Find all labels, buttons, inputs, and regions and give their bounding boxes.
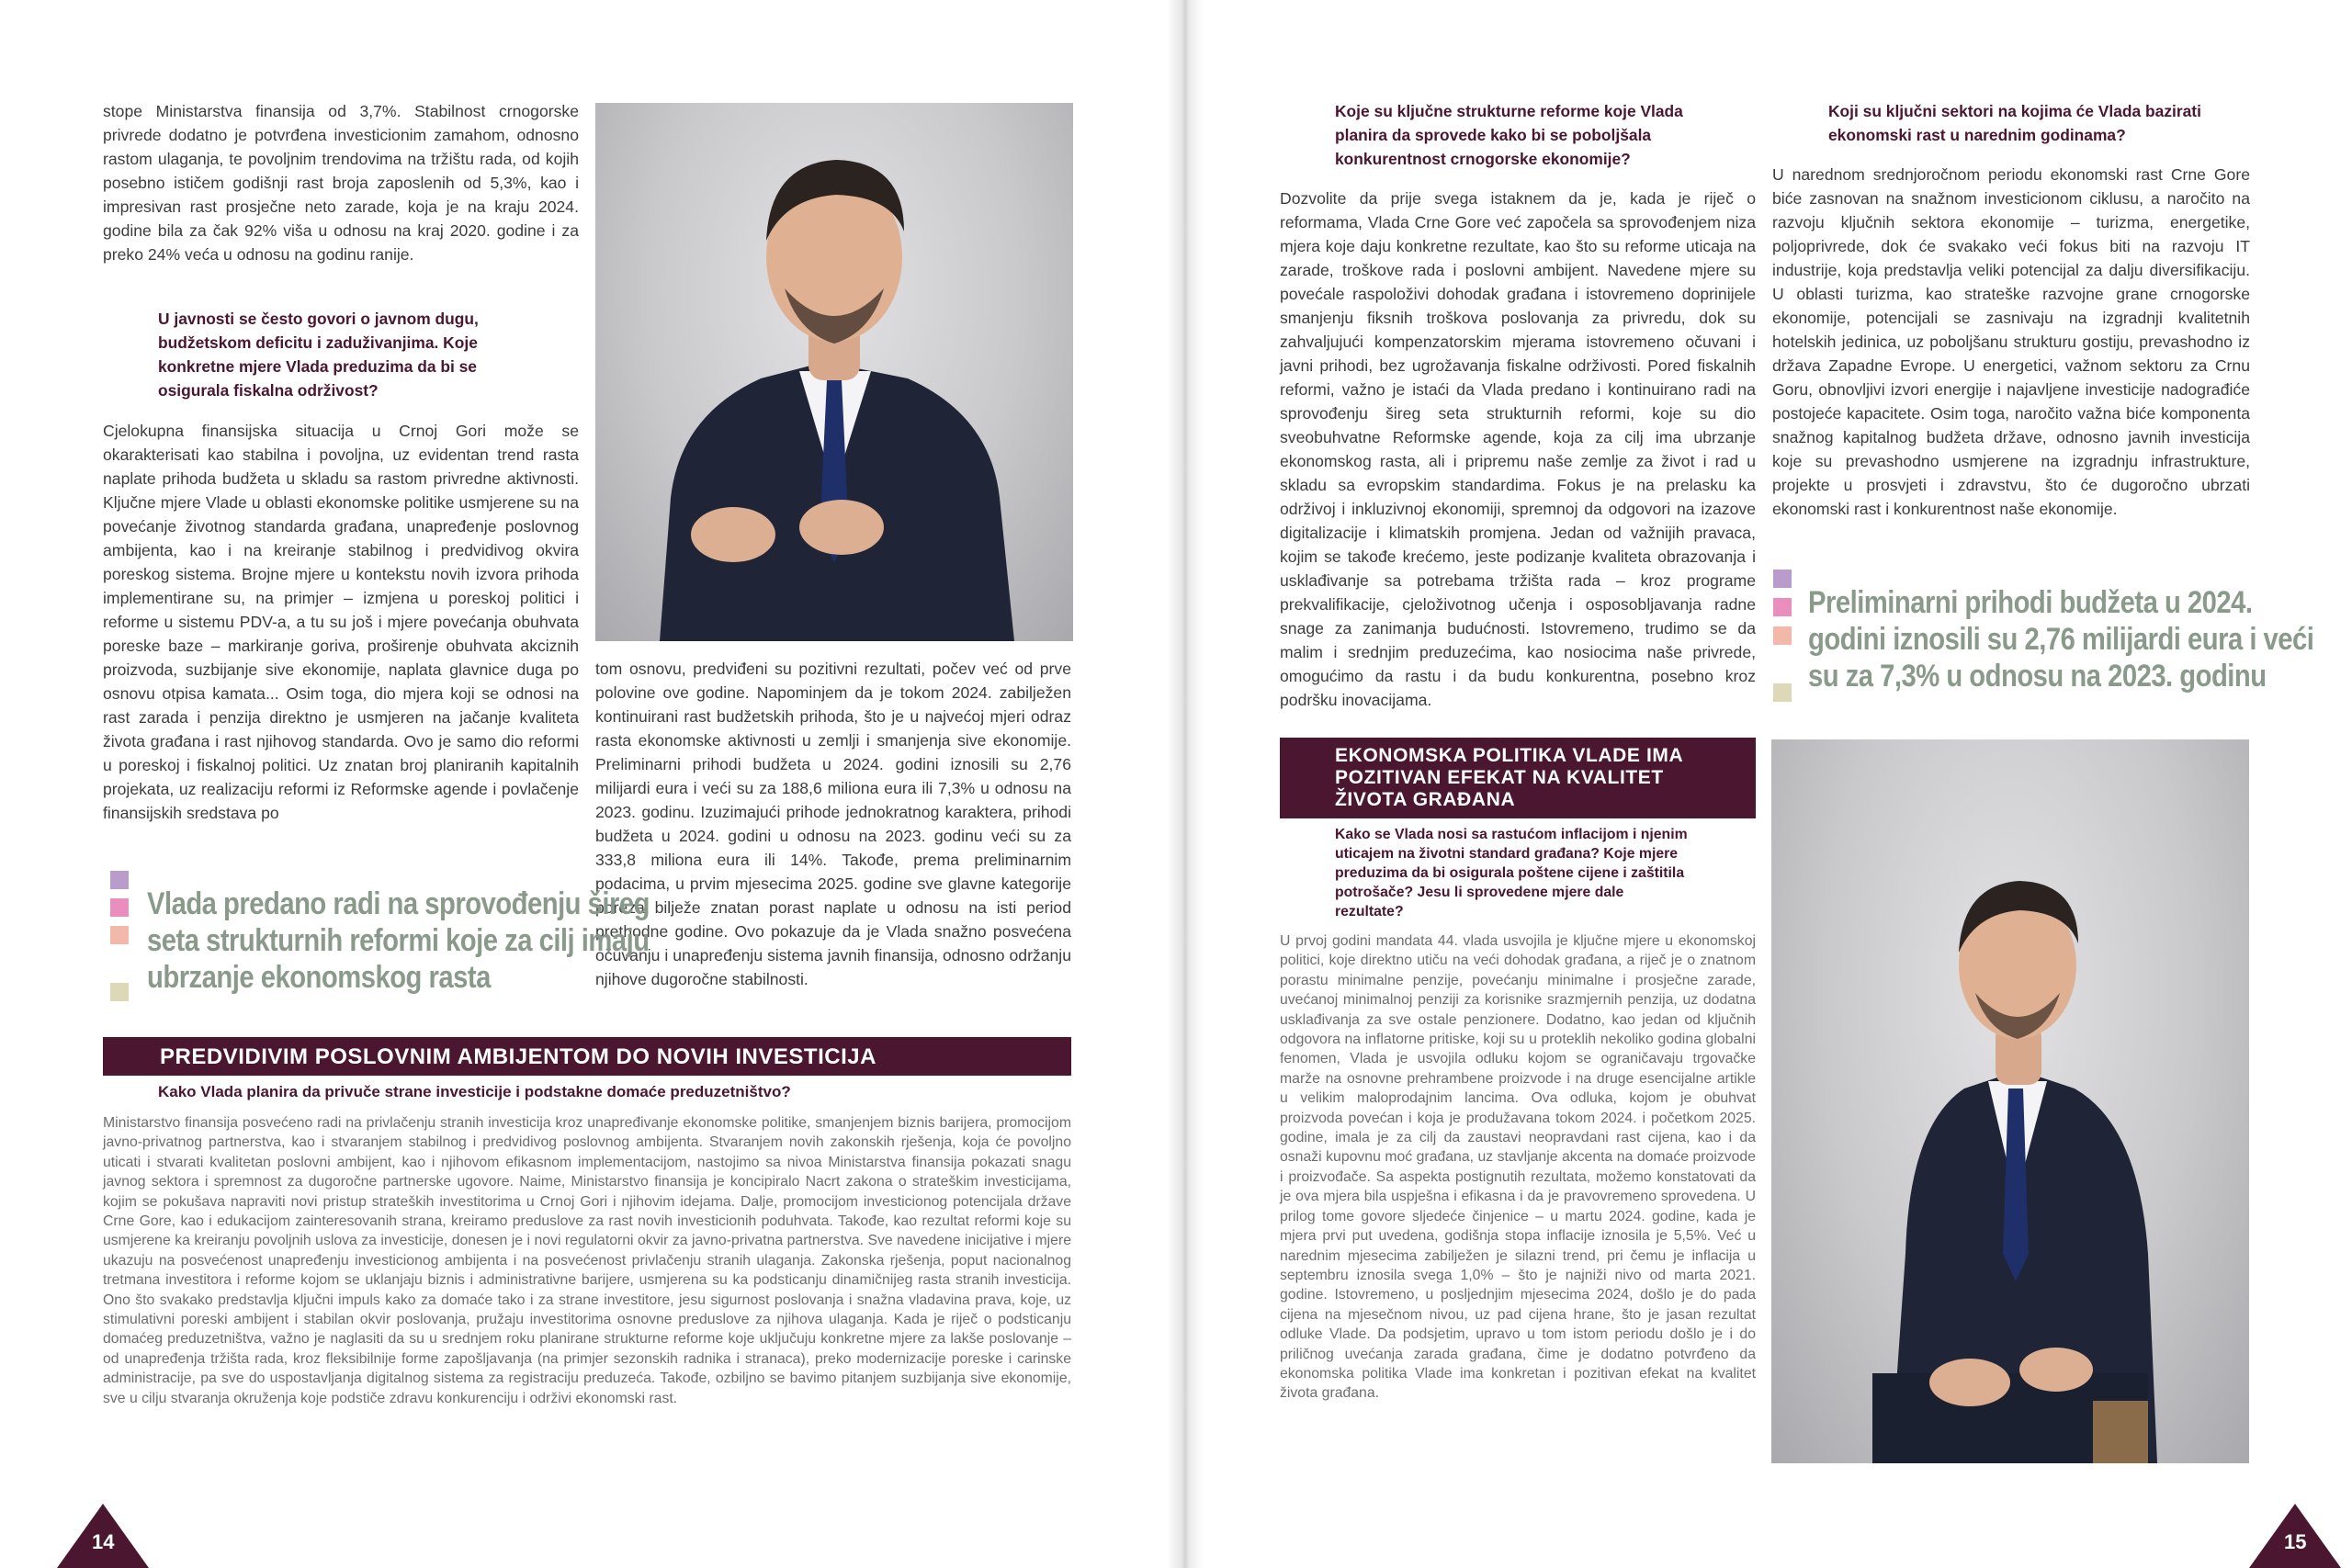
left-pull-line-2: seta strukturnih reformi koje za cilj imaju	[147, 923, 650, 958]
minister-photo-standing	[595, 103, 1073, 641]
person-seated-illustration	[1771, 739, 2249, 1463]
square-cream	[110, 983, 129, 1001]
square-pink	[1773, 598, 1792, 616]
right-band-line-1: EKONOMSKA POLITIKA VLADE IMA	[1335, 745, 1684, 766]
right-pull-line-1: Preliminarni prihodi budžeta u 2024.	[1808, 585, 2253, 620]
right-band-line-2: POZITIVAN EFEKAT NA KVALITET	[1335, 767, 1664, 788]
right-pull-line-2: godini iznosili su 2,76 milijardi eura i veći	[1808, 622, 2314, 657]
right-question-reforms: Koje su ključne strukturne reforme koje Vlada planira da sprovede kako bi se poboljšala konkurentnost crnogorske ekonomije?	[1335, 102, 1683, 168]
square-peach	[1773, 626, 1792, 645]
right-inflation-answer: U prvoj godini mandata 44. vlada usvojila je ključne mjere u ekonomskoj politici, koje direktno utiču na veći dohodak građana, a riječ je o znatnom porastu minimalne penzije, povećanju minimalne i prosječne zarade, uvećanoj minimalnoj penziji za korisnike srazmjernih penzija, uz dodatna usklađivanja za sve ostale penzionere. Dodatno, kao jedan od ključnih odgovora na inflatorne pritiske, koji su u proteklih nekoliko godina globalni fenomen, Vlada je usvojila odluku kojom se ograničavaju trgovačke marže na osnovne prehrambene proizvode i na druge esencijalne artikle u velikim maloprodajnim lancima. Ova odluka, kojom je obuhvat proizvoda povećan i koja je produžavana tokom 2024. i početkom 2025. godine, imala je za cilj da zaustavi neopravdani rast cijena, kao i da osnaži kupovnu moć građana, uz stavljanje akcenta na domaće proizvode i proizvođače. Sa aspekta postignutih rezultata, možemo konstatovati da je ova mjera bila uspješna i efikasna i da je pravovremeno sprovedena. U prilog tome govore sljedeće činjenice – u martu 2024. godine, kada je mjera prvi put uvedena, godišnja stopa inflacije iznosila je 5,5%. Već u narednim mjesecima zabilježen je silazni trend, pri čemu je inflacija u septembru iznosila svega 1,0% – što je najniži nivo od marta 2021. godine. Istovremeno, u posljednjim mjesecima 2024, došlo je do pada cijena na mjesečnom nivou, uz pad cijena hrane, što je jasan rezultat odluke Vlade. Da podsjetim, upravo u tom istom periodu došlo je i do priličnog uvećanja zarada građana, čime je dodatno potvrđeno da ekonomska politika Vlade ima konkretan i pozitivan efekat na kvalitet života građana.	[1280, 933, 1756, 1402]
left-pull-line-3: ubrzanje ekonomskog rasta	[147, 960, 491, 995]
right-question-inflation: Kako se Vlada nosi sa rastućom inflacijom i njenim uticajem na životni standard građana? Koje mjere preduzima da bi osigurala poštene cijene i zaštitila potrošače? Jesu li sprovedene mjere dale rezultate?	[1335, 827, 1688, 919]
left-page-number: 14	[92, 1530, 115, 1553]
left-section-band	[103, 1037, 1071, 1076]
right-question-sectors: Koji su ključni sektori na kojima će Vlada bazirati ekonomski rast u narednim godinama?	[1828, 102, 2201, 144]
left-bottom-text: Ministarstvo finansija posvećeno radi na privlačenju stranih investicija kroz unapređivanje ekonomske politike, smanjenjem biznis barijera, promocijom javno-privatnog partnerstva, kao i stvaranjem stabilnog i predvidivog poslovnog ambijenta. Stvaranjem novih zakonskih rješenja, koja će povoljno uticati i stvarati kvalitetan poslovni ambijent, kao i njihovom efikasnom implementacijom, nastojimo sa nivoa Ministarstva finansija pokazati snagu javnog sektora i spremnost za dugoročne partnerske ugovore. Naime, Ministarstvo finansija je koncipiralo Nacrt zakona o strateškim investicijama, kojim se pokušava napraviti novi pristup strateških investitorima u Crnoj Gori i njihovim idejama. Dalje, promocijom investicionog potencijala države Crne Gore, kao i edukacijom zainteresovanih strana, kreiramo preduslove za rast novih investicionih poduhvata. Takođe, kao rezultat reformi koje su usmjerene ka kreiranju povoljnih uslova za investicije, donesen je i novi regulatorni okvir za javno-privatna partnerstva. Sve navedene inicijative i mjere ukazuju na posvećenost unapređenju investicionog ambijenta i na posvećenost privlačenju stranih ulaganja. Zakonska rješenja, poput nacionalnog tretmana investitora i reforme kojom se uklanjaju biznis i administrativne barijere, usmjerena su ka podsticanju dinamičnijeg rasta stranih investicija. Ono što svakako predstavlja ključni impuls kako za domaće tako i za strane investitore, jesu sigurnost poslovanja i snažna vladavina prava, koje, uz stimulativni poreski ambijent i stabilan okvir poslovanja, pružaju investitorima osnovne preduslove za njihova ulaganja. Kada je riječ o podsticanju domaćeg preduzetništva, važno je naglasiti da su u srednjem roku planirane strukturne reforme koje uključuju konkretne mjere za lakše poslovanje – od unapređenja tržišta rada, kroz fleksibilnije forme zapošljavanja (na primjer sezonskih radnika i stranaca), preko modernizacije poreske i carinske administracije, pa sve do uspostavljanja digitalnog sistema za registraciju preduzeća. Takođe, ozbiljno se bavimo pitanjem suzbijanja sive ekonomije, sve u cilju stvaranja okruženja koje podstiče zdravu konkurenciju i održivi ekonomski rast.	[103, 1115, 1071, 1406]
person-standing-illustration	[595, 103, 1073, 641]
right-page	[1176, 0, 2352, 1568]
book-spine-shadow	[1167, 0, 1204, 1568]
square-peach	[110, 926, 129, 944]
left-pull-line-1: Vlada predano radi na sprovođenju šireg	[147, 886, 650, 921]
square-purple	[110, 871, 129, 889]
right-col2-answer: U narednom srednjoročnom periodu ekonomski rast Crne Gore biće zasnovan na snažnom investicionom ciklusu, a naročito na razvoju ključnih sektora ekonomije – turizma, energetike, poljoprivrede, dok će svakako veći fokus biti na razvoju IT industrije, koja predstavlja veliki potencijal za dalju diversifikaciju. U oblasti turizma, kao strateške razvojne grane crnogorske ekonomije, potencijali se zasnivaju na izgradnji kvalitetnih hotelskih jedinica, uz poboljšanu strukturu gostiju, prevashodno iz država Zapadne Evrope. U energetici, važnom sektoru za Crnu Goru, obnovljivi izvori energije i najavljene investicije nadograđiće postojeće kapacitete. Osim toga, naročito važna biće komponenta snažnog kapitalnog budžeta države, odnosno javnih investicija koje su prevashodno usmjerene na izgradnju infrastrukture, projekte u prosvjeti i zdravstvu, što će dugoročno ubrzati ekonomski rast i konkurentnost naše ekonomije.	[1772, 165, 2250, 518]
square-pink	[110, 898, 129, 917]
square-cream	[1773, 683, 1792, 702]
left-section-title: PREDVIDIVIM POSLOVNIM AMBIJENTOM DO NOVIH INVESTICIJA	[160, 1044, 876, 1069]
left-col2-answer: tom osnovu, predviđeni su pozitivni rezultati, počev već od prve polovine ove godine. Napominjem da je tokom 2024. zabilježen kontinuirani rast budžetskih prihoda, što je u najvećoj mjeri odraz rasta ekonomske aktivnosti u zemlji i smanjenja sive ekonomije. Preliminarni prihodi budžeta u 2024. godini iznosili su 2,76 milijardi eura i veći su za 188,6 miliona eura ili 7,3% u odnosu na 2023. godinu. Izuzimajući prihode jednokratnog karaktera, prihodi budžeta u 2024. godini u odnosu na 2023. godinu veći su za 333,8 miliona eura ili 14%. Takođe, prema preliminarnim podacima, u prvim mjesecima 2025. godine sve glavne kategorije poreza bilježe znatan porast naplate u odnosu na isti period prethodne godine. Ovo pokazuje da je Vlada snažno posvećena očuvanju i unapređenju sistema javnih finansija, odnosno održanju njihove dugoročne stabilnosti.	[595, 660, 1071, 988]
minister-photo-seated	[1771, 739, 2249, 1463]
left-section-question: Kako Vlada planira da privuče strane investicije i podstakne domaće preduzetništvo?	[158, 1083, 791, 1100]
right-pull-line-3: su za 7,3% u odnosu na 2023. godinu	[1808, 659, 2267, 694]
right-col1-answer: Dozvolite da prije svega istaknem da je, kada je riječ o reformama, Vlada Crne Gore već započela sa sprovođenjem niza mjera koje daju konkretne rezultate, kao što su reforme uticaja na zarade, troškove rada i poslovni ambijent. Navedene mjere su povećale raspoloživi dohodak građana i istovremeno doprinijele smanjenju fiksnih troškova poslovanja za privredu, dok su zahvaljujući kompenzatorskim mjerama istovremeno očuvani i javni prihodi, bez ugrožavanja fiskalne održivosti. Pored fiskalnih reformi, važno je istaći da Vlada predano i kontinuirano radi na sprovođenju šireg seta strukturnih reformi, koje su dio sveobuhvatne Reformske agende, koja za cilj ima ubrzanje ekonomskog rasta, ali i pripremu naše zemlje za život i rad u skladu sa evropskim standardima. Fokus je na prelasku ka održivoj i inkluzivnoj ekonomiji, spremnoj da odgovori na izazove digitalizacije i klimatskih promjena. Jedan od važnijih pravaca, kojim se takođe krećemo, jeste podizanje kvaliteta obrazovanja i usklađivanje sa potrebama tržišta rada – kroz programe prekvalifikacije, cjeloživotnog učenja i osposobljavanja radne snage za zanimanja budućnosti. Istovremeno, trudimo se da malim i srednjim preduzećima, kao nosiocima naše privrede, omogućimo da rastu i da budu konkurentna, posebno kroz podršku inovacijama.	[1280, 189, 1756, 709]
left-bottom-gradient	[0, 1537, 1176, 1568]
right-bottom-gradient	[1176, 1537, 2352, 1568]
right-band-line-3: ŽIVOTA GRAĐANA	[1335, 789, 1516, 810]
left-question-fiscal: U javnosti se često govori o javnom dugu, budžetskom deficitu i zaduživanjima. Koje konkretne mjere Vlada preduzima da bi se osigurala fiskalna održivost?	[158, 310, 479, 400]
left-intro-text: stope Ministarstva finansija od 3,7%. Stabilnost crnogorske privrede dodatno je potvrđena investicionim zamahom, odnosno rastom ulaganja, te povoljnim trendovima na tržištu rada, od kojih posebno ističem godišnji rast broja zaposlenih od 5,3%, kao i impresivan rast prosječne neto zarade, koja je na kraju 2024. godine bila za čak 92% viša u odnosu na kraj 2020. godine i za preko 24% veća u odnosu na godinu ranije.	[103, 102, 579, 264]
right-section-band	[1280, 738, 1756, 818]
right-page-number: 15	[2284, 1530, 2307, 1553]
square-purple	[1773, 570, 1792, 588]
left-col1-answer: Cjelokupna finansijska situacija u Crnoj Gori može se okarakterisati kao stabilna i povoljna, uz evidentan trend rasta naplate prihoda budžeta u skladu sa rastom privredne aktivnosti. Ključne mjere Vlade u oblasti ekonomske politike usmjerene su na povećanje životnog standarda građana, unapređenje poslovnog ambijenta, kao i na kreiranje stabilnog i predvidivog okvira poreskog sistema. Brojne mjere u kontekstu novih izvora prihoda implementirane su, na primjer – izmjena u poreskoj politici i reforme u sistemu PDV-a, a tu su još i mjere povećanja obuhvata poreske baze – markiranje goriva, proširenje obuhvata akciznih proizvoda, suzbijanje sive ekonomije, naplata glavnice duga po osnovu otpisa kamata... Osim toga, dio mjera koji se odnosi na rast zarada i penzija direktno je usmjeren na jačanje kvaliteta života građana i rast njihovog standarda. Ovo je samo dio reformi u poreskoj i fiskalnoj politici. Uz znatan broj planiranih kapitalnih projekata, uz realizaciju reformi iz Reformske agende i povlačenje finansijskih sredstava po	[103, 422, 579, 822]
